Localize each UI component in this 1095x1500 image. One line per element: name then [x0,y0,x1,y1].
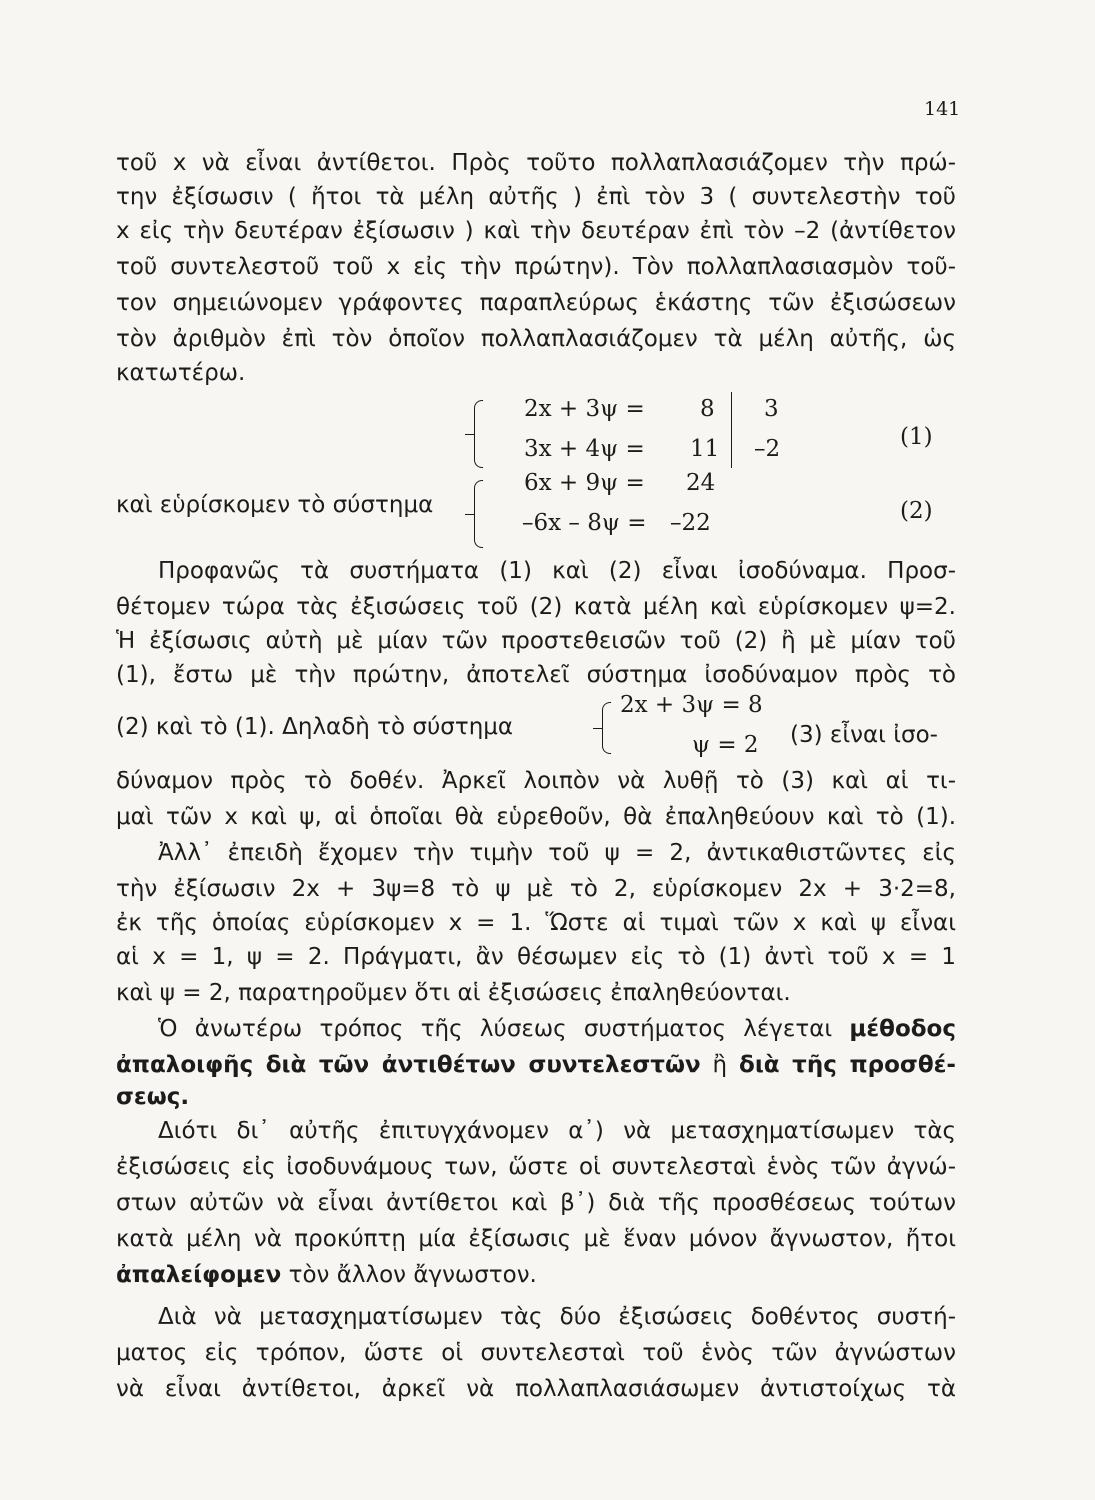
system-label: (3) εἶναι ἰσο- [790,722,938,748]
text-line: ἐκ τῆς ὁποίας εὑρίσκομεν x = 1. Ὥστε αἱ τιμαὶ τῶν x καὶ ψ εἶναι [116,910,956,936]
text-line: θέτομεν τώρα τὰς ἐξισώσεις τοῦ (2) κατὰ μέλη καὶ εὑρίσκομεν ψ=2. [116,594,956,620]
text-line: την ἐξίσωσιν ( ἤτοι τὰ μέλη αὐτῆς ) ἐπὶ τὸν 3 ( συντελεστὴν τοῦ [116,184,956,210]
left-brace [602,702,611,754]
text-line: μαὶ τῶν x καὶ ψ, αἱ ὁποῖαι θὰ εὑρεθοῦν, θὰ ἐπαληθεύουν καὶ τὸ (1). [116,804,956,830]
text-line [116,1080,956,1114]
system-intro: καὶ εὑρίσκομεν τὸ σύστημα [116,492,434,518]
equation-lhs: 6x + 9ψ = [524,470,645,496]
equation-lhs: –6x – 8ψ = [522,510,647,536]
text-line [116,1048,956,1082]
text-line: κατὰ μέλη νὰ προκύπτῃ μία ἐξίσωσις μὲ ἕναν μόνον ἄγνωστον, ἤτοι [116,1226,956,1252]
system-label: (2) [900,498,933,524]
text-line: στων αὐτῶν νὰ εἶναι ἀντίθετοι καὶ β᾽) διὰ τῆς προσθέσεως τούτων [116,1190,956,1216]
text-span: ἢ [700,1052,740,1078]
text-line: δύναμον πρὸς τὸ δοθέν. Ἀρκεῖ λοιπὸν νὰ λυθῇ τὸ (3) καὶ αἱ τι- [116,768,956,794]
text-line: τοῦ συντελεστοῦ τοῦ x εἰς τὴν πρώτην). Τὸν πολλαπλασιασμὸν τοῦ- [116,254,956,280]
bold-term: σεως. [116,1084,190,1110]
text-line: ματος εἰς τρόπον, ὥστε οἱ συντελεσταὶ τοῦ ἑνὸς τῶν ἀγνώστων [116,1340,956,1366]
system-label: (1) [900,424,933,450]
equation: ψ = 2 [692,732,759,758]
left-brace [474,400,483,468]
text-span: Ὁ ἀνωτέρω τρόπος τῆς λύσεως συστήματος λέγεται [158,1016,850,1042]
left-brace [474,480,483,548]
equation-rhs: 24 [686,470,716,496]
text-line: αἱ x = 1, ψ = 2. Πράγματι, ἂν θέσωμεν εἰς τὸ (1) ἀντὶ τοῦ x = 1 [116,944,956,970]
text-line: Διότι δι᾽ αὐτῆς ἐπιτυγχάνομεν α᾽) νὰ μετασχηματίσωμεν τὰς [158,1118,956,1144]
equation-rhs: –22 [670,510,711,536]
text-line: Προφανῶς τὰ συστήματα (1) καὶ (2) εἶναι ἰσοδύναμα. Προσ- [158,558,956,584]
equation-lhs: 2x + 3ψ = [524,396,645,422]
equation-lhs: 3x + 4ψ = [524,436,645,462]
multiplier: –2 [754,436,781,462]
text-line: νὰ εἶναι ἀντίθετοι, ἀρκεῖ νὰ πολλαπλασιάσωμεν ἀντιστοίχως τὰ [116,1376,956,1402]
text-span: τὸν ἄλλον ἄγνωστον. [281,1262,537,1288]
text-line [116,1012,956,1046]
bold-term: ἀπαλοιφῆς διὰ τῶν ἀντιθέτων συντελεστῶν [116,1052,701,1078]
text-line: x εἰς τὴν δευτέραν ἐξίσωσιν ) καὶ τὴν δευτέραν ἐπὶ τὸν –2 (ἀντίθετον [116,218,956,244]
bold-term: μέθοδος [849,1016,956,1042]
text-line: τὴν ἐξίσωσιν 2x + 3ψ=8 τὸ ψ μὲ τὸ 2, εὑρίσκομεν 2x + 3·2=8, [116,876,956,902]
system-intro: (2) καὶ τὸ (1). Δηλαδὴ τὸ σύστημα [116,714,514,740]
text-line: τοῦ x νὰ εἶναι ἀντίθετοι. Πρὸς τοῦτο πολλαπλασιάζομεν τὴν πρώ- [116,150,956,176]
text-line: Ἡ ἐξίσωσις αὐτὴ μὲ μίαν τῶν προστεθεισῶν τοῦ (2) ἢ μὲ μίαν τοῦ [116,628,956,654]
text-line: κατωτέρω. [116,360,246,386]
equation: 2x + 3ψ = 8 [620,692,763,718]
multiplier: 3 [764,396,779,422]
page-number: 141 [924,98,961,120]
text-line: ἐξισώσεις εἰς ἰσοδυνάμους των, ὥστε οἱ συντελεσταὶ ἑνὸς τῶν ἀγνώ- [116,1154,956,1180]
divider [731,392,732,468]
equation-rhs: 11 [690,436,720,462]
text-line: καὶ ψ = 2, παρατηροῦμεν ὅτι αἱ ἐξισώσεις ἐπαληθεύονται. [116,980,791,1006]
bold-term: ἀπαλείφομεν [116,1262,282,1288]
text-line [116,1258,956,1292]
text-line: τὸν ἀριθμὸν ἐπὶ τὸν ὁποῖον πολλαπλασιάζομεν τὰ μέλη αὐτῆς, ὡς [116,326,956,352]
bold-term: διὰ τῆς προσθέ- [739,1052,956,1078]
text-line: Ἀλλ᾽ ἐπειδὴ ἔχομεν τὴν τιμὴν τοῦ ψ = 2, ἀντικαθιστῶντες εἰς [158,840,956,866]
text-line: (1), ἔστω μὲ τὴν πρώτην, ἀποτελεῖ σύστημα ἰσοδύναμον πρὸς τὸ [116,662,956,688]
equation-rhs: 8 [700,396,715,422]
text-line: Διὰ νὰ μετασχηματίσωμεν τὰς δύο ἐξισώσεις δοθέντος συστή- [158,1304,956,1330]
text-line: τον σημειώνομεν γράφοντες παραπλεύρως ἑκάστης τῶν ἐξισώσεων [116,290,956,316]
